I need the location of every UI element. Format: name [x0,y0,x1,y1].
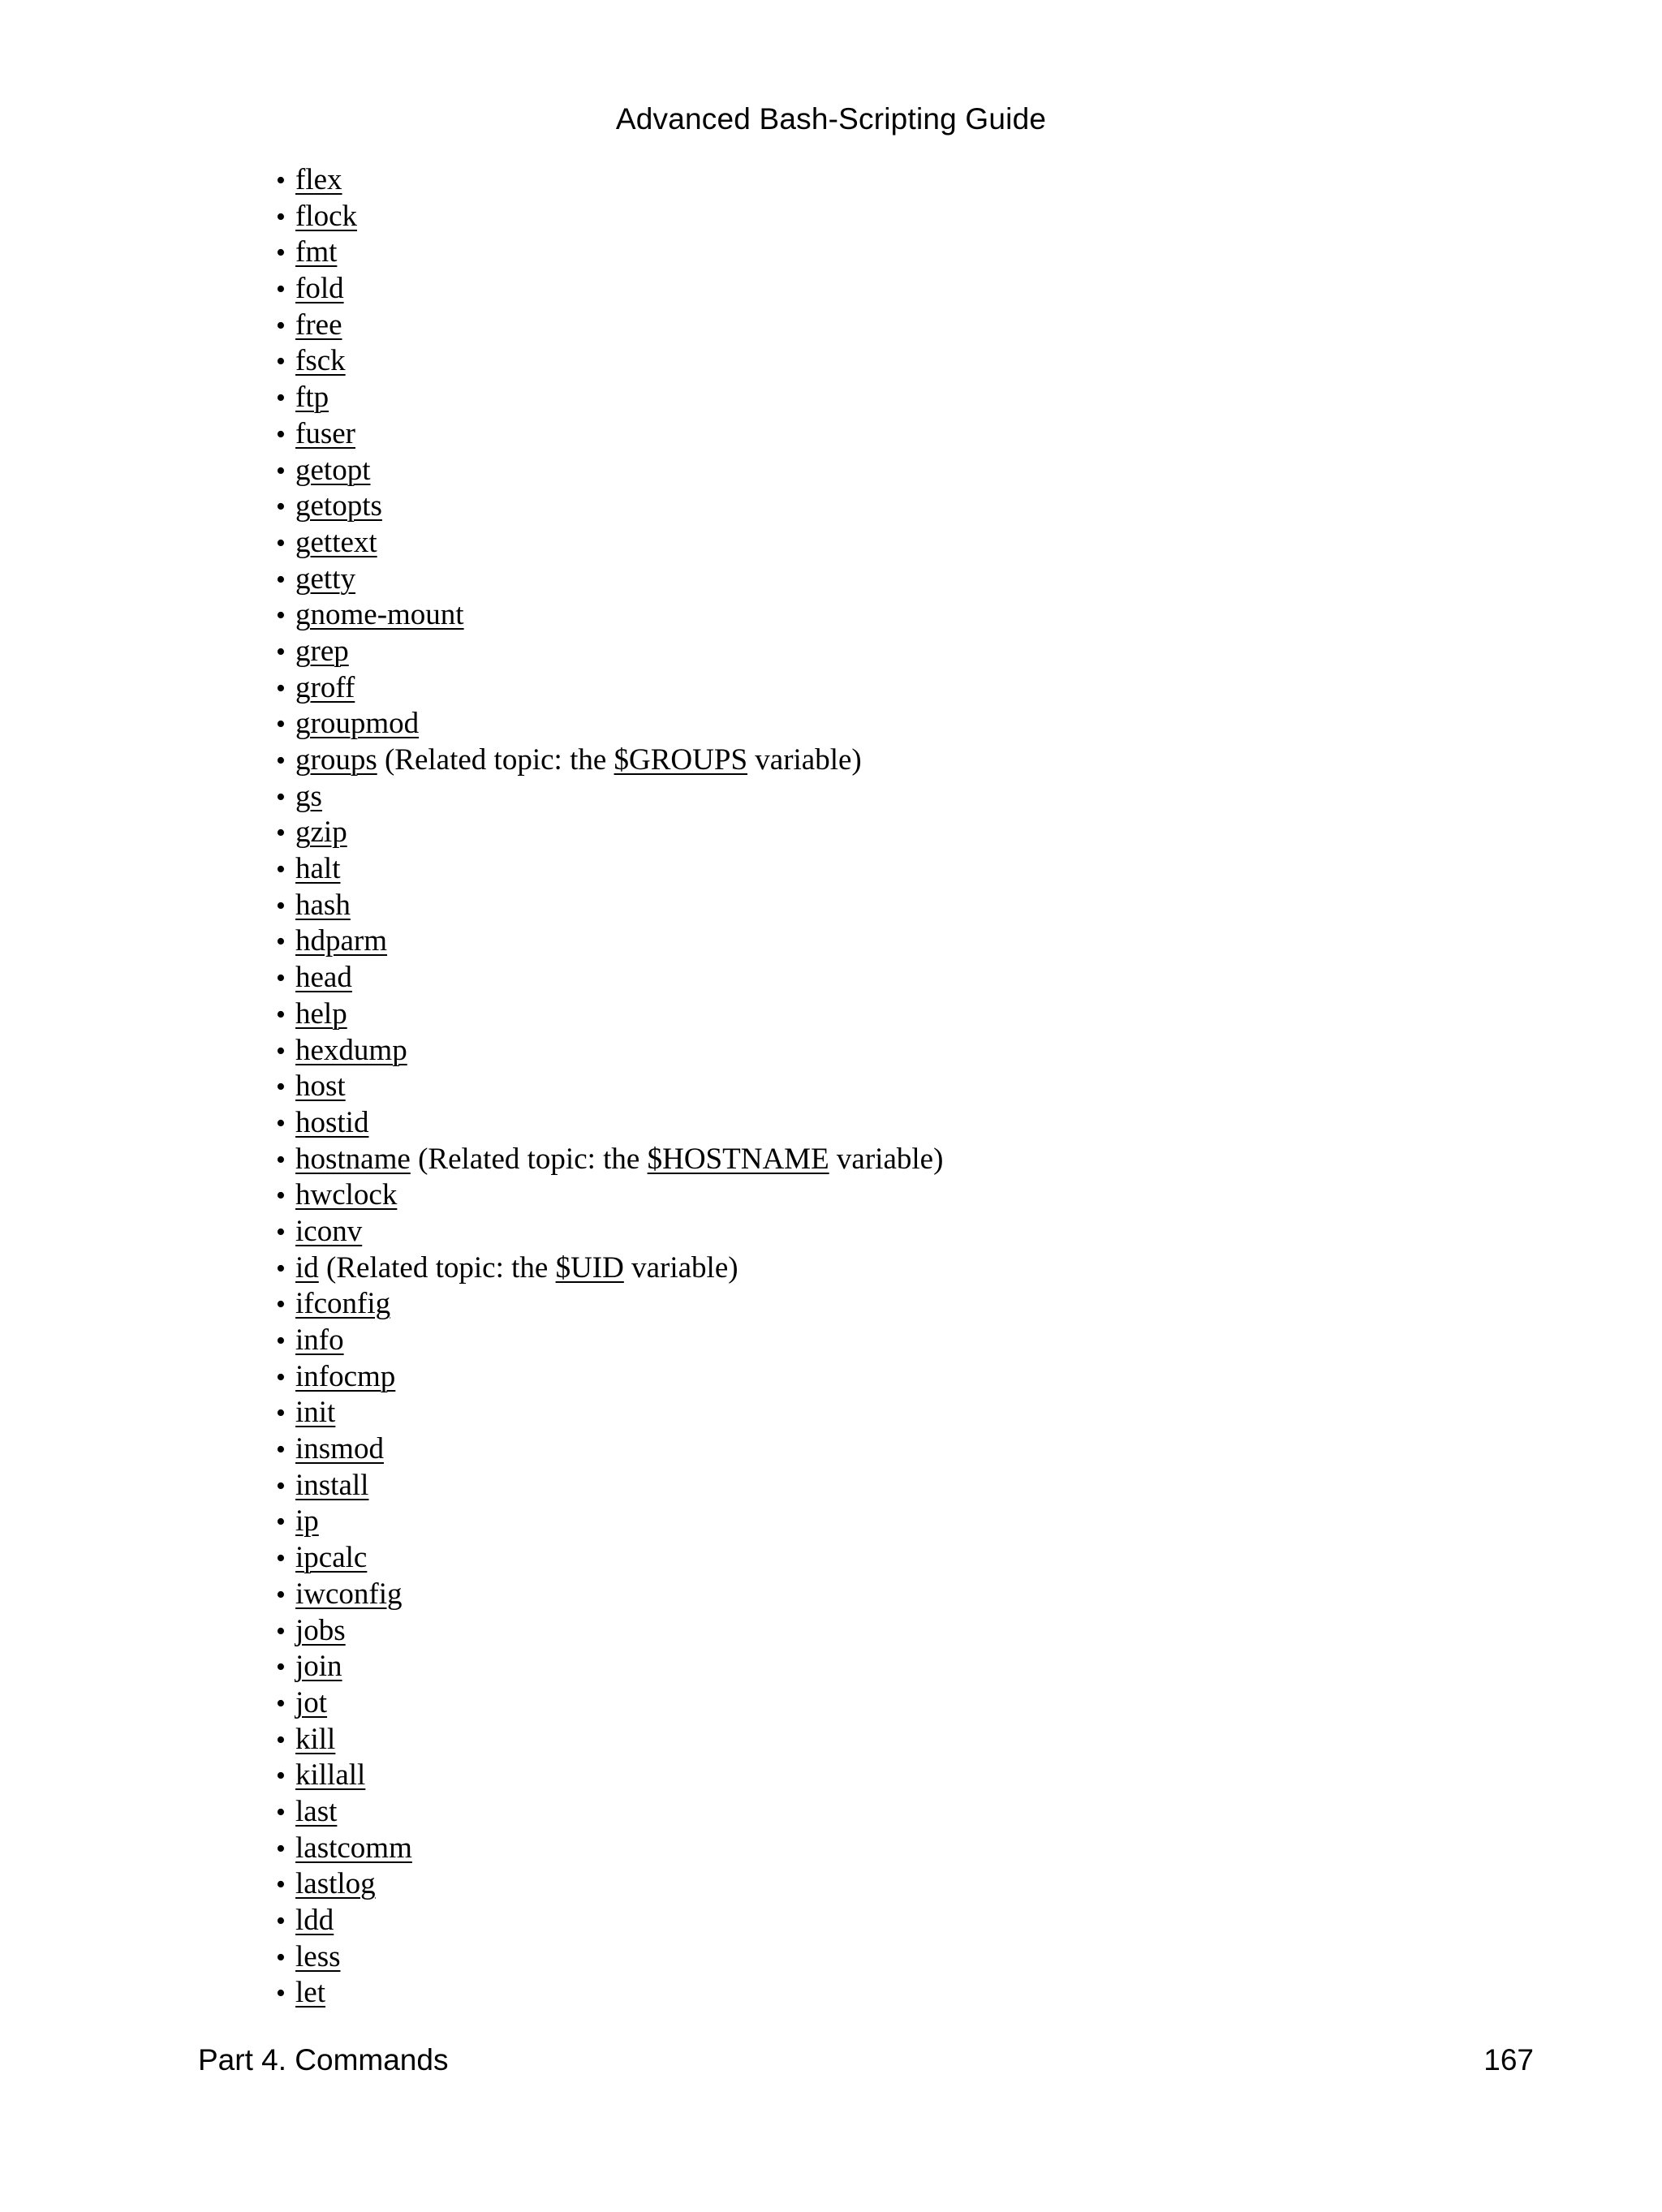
command-link[interactable]: init [295,1396,336,1430]
bullet-icon: • [276,927,286,958]
command-link[interactable]: getty [295,562,355,596]
bullet-icon: • [276,1652,286,1683]
command-link[interactable]: hostid [295,1105,369,1139]
bullet-icon: • [276,238,286,269]
list-item [276,1069,943,1105]
list-item [276,960,943,996]
command-link[interactable]: lastlog [295,1867,376,1901]
list-item [276,597,943,634]
bullet-icon: • [276,492,286,523]
command-link[interactable]: free [295,308,342,342]
command-list [276,162,943,2012]
command-link[interactable]: ip [295,1504,319,1539]
bullet-icon: • [276,1797,286,1827]
bullet-icon: • [276,673,286,704]
bullet-icon: • [276,999,286,1030]
bullet-icon: • [276,1688,286,1719]
command-link[interactable]: jot [295,1685,328,1719]
command-link[interactable]: hwclock [295,1178,398,1212]
page-header-title: Advanced Bash-Scripting Guide [615,102,1047,136]
list-item [276,1975,943,2012]
list-item [276,1431,943,1468]
command-link[interactable]: head [295,961,352,995]
bullet-icon: • [276,1072,286,1103]
bullet-icon: • [276,1942,286,1973]
command-link[interactable]: fuser [295,416,355,450]
related-topic-text: (Related topic: the [377,743,614,777]
bullet-icon: • [276,310,286,341]
bullet-icon: • [276,1289,286,1320]
command-link[interactable]: hash [295,888,351,922]
list-item [276,525,943,562]
command-link[interactable]: gnome-mount [295,598,464,632]
list-item [276,670,943,707]
command-link[interactable]: insmod [295,1432,384,1466]
command-link[interactable]: lastcomm [295,1831,412,1865]
bullet-icon: • [276,1579,286,1610]
bullet-icon: • [276,746,286,776]
list-item [276,1577,943,1613]
related-topic-suffix: variable) [829,1142,944,1176]
bullet-icon: • [276,1035,286,1066]
list-item [276,1758,943,1794]
bullet-icon: • [276,1435,286,1465]
bullet-icon: • [276,201,286,232]
list-item [276,1177,943,1214]
list-item [276,1105,943,1142]
command-link[interactable]: groff [295,670,355,704]
list-item [276,888,943,924]
command-link[interactable]: gettext [295,525,377,559]
list-item [276,1939,943,1976]
list-item [276,742,943,779]
command-link[interactable]: ldd [295,1904,334,1937]
list-item [276,380,943,416]
list-item [276,308,943,344]
bullet-icon: • [276,709,286,740]
bullet-icon: • [276,1507,286,1538]
command-link[interactable]: install [295,1468,369,1502]
list-item [276,562,943,598]
related-topic-text: (Related topic: the [410,1142,648,1176]
bullet-icon: • [276,1108,286,1138]
related-variable-link[interactable]: $GROUPS [614,743,748,777]
bullet-icon: • [276,1906,286,1936]
bullet-icon: • [276,890,286,921]
command-link[interactable]: ifconfig [295,1287,391,1321]
list-item [276,1142,943,1178]
bullet-icon: • [276,455,286,486]
footer-section-title: Part 4. Commands [198,2043,449,2076]
list-item [276,1504,943,1540]
command-link[interactable]: hostname [295,1142,411,1176]
related-topic-suffix: variable) [623,1250,738,1285]
command-link[interactable]: ipcalc [295,1541,368,1575]
bullet-icon: • [276,1181,286,1211]
list-item [276,706,943,742]
list-item [276,1395,943,1431]
command-link[interactable]: fsck [295,344,346,378]
list-item [276,271,943,308]
list-item [276,1794,943,1831]
command-link[interactable]: gzip [295,816,347,850]
list-item [276,1903,943,1939]
command-link[interactable]: getopts [295,489,382,523]
bullet-icon: • [276,383,286,414]
bullet-icon: • [276,1216,286,1247]
list-item [276,815,943,851]
bullet-icon: • [276,963,286,994]
command-link[interactable]: host [295,1069,346,1104]
list-item [276,1540,943,1577]
bullet-icon: • [276,600,286,631]
list-item [276,1613,943,1650]
bullet-icon: • [276,1326,286,1356]
list-item [276,1722,943,1758]
list-item [276,1286,943,1323]
command-link[interactable]: flock [295,199,358,233]
bullet-icon: • [276,1543,286,1574]
bullet-icon: • [276,346,286,377]
bullet-icon: • [276,636,286,667]
list-item [276,235,943,271]
list-item [276,1214,943,1250]
bullet-icon: • [276,1724,286,1755]
bullet-icon: • [276,1398,286,1429]
bullet-icon: • [276,1833,286,1864]
bullet-icon: • [276,274,286,305]
command-link[interactable]: infocmp [295,1359,396,1393]
list-item [276,1831,943,1867]
list-item [276,1468,943,1504]
command-link[interactable]: fmt [295,235,338,269]
command-link[interactable]: iwconfig [295,1577,403,1611]
list-item [276,1685,943,1722]
bullet-icon: • [276,1870,286,1900]
list-item [276,1033,943,1069]
list-item [276,488,943,525]
bullet-icon: • [276,1616,286,1646]
command-link[interactable]: hdparm [295,924,388,958]
command-link[interactable]: kill [295,1722,336,1756]
list-item [276,199,943,235]
list-item [276,996,943,1033]
bullet-icon: • [276,527,286,558]
bullet-icon: • [276,1253,286,1284]
command-link[interactable]: help [295,996,347,1031]
command-link[interactable]: halt [295,852,341,886]
bullet-icon: • [276,818,286,849]
command-link[interactable]: id [295,1250,319,1285]
command-link[interactable]: iconv [295,1214,363,1248]
command-link[interactable]: hexdump [295,1033,407,1067]
related-variable-link[interactable]: $HOSTNAME [647,1142,829,1176]
bullet-icon: • [276,1362,286,1392]
list-item [276,779,943,816]
footer-page-number: 167 [1483,2043,1534,2076]
command-link[interactable]: jobs [295,1613,346,1647]
command-link[interactable]: let [295,1976,325,2010]
command-link[interactable]: grep [295,634,349,668]
list-item [276,851,943,888]
command-link[interactable]: flex [295,163,342,196]
bullet-icon: • [276,166,286,196]
list-item [276,1323,943,1359]
command-link[interactable]: fold [295,272,344,306]
list-item [276,453,943,489]
command-link[interactable]: ftp [295,381,329,415]
command-link[interactable]: last [295,1794,338,1828]
list-item [276,1359,943,1396]
list-item [276,343,943,380]
command-link[interactable]: getopt [295,453,371,487]
bullet-icon: • [276,1470,286,1501]
list-item [276,1250,943,1287]
command-link[interactable]: groupmod [295,707,420,741]
command-link[interactable]: gs [295,779,322,813]
list-item [276,1649,943,1685]
command-link[interactable]: join [295,1650,342,1684]
command-link[interactable]: groups [295,743,377,777]
bullet-icon: • [276,1144,286,1175]
bullet-icon: • [276,564,286,595]
bullet-icon: • [276,781,286,812]
bullet-icon: • [276,1978,286,2009]
list-item [276,416,943,453]
list-item [276,634,943,670]
command-link[interactable]: less [295,1939,341,1973]
bullet-icon: • [276,1761,286,1792]
related-variable-link[interactable]: $UID [555,1250,624,1285]
list-item [276,1866,943,1903]
related-topic-suffix: variable) [747,743,862,777]
bullet-icon: • [276,854,286,885]
list-item [276,162,943,199]
bullet-icon: • [276,419,286,450]
command-link[interactable]: killall [295,1758,366,1792]
command-link[interactable]: info [295,1323,344,1357]
list-item [276,923,943,960]
related-topic-text: (Related topic: the [318,1250,556,1285]
